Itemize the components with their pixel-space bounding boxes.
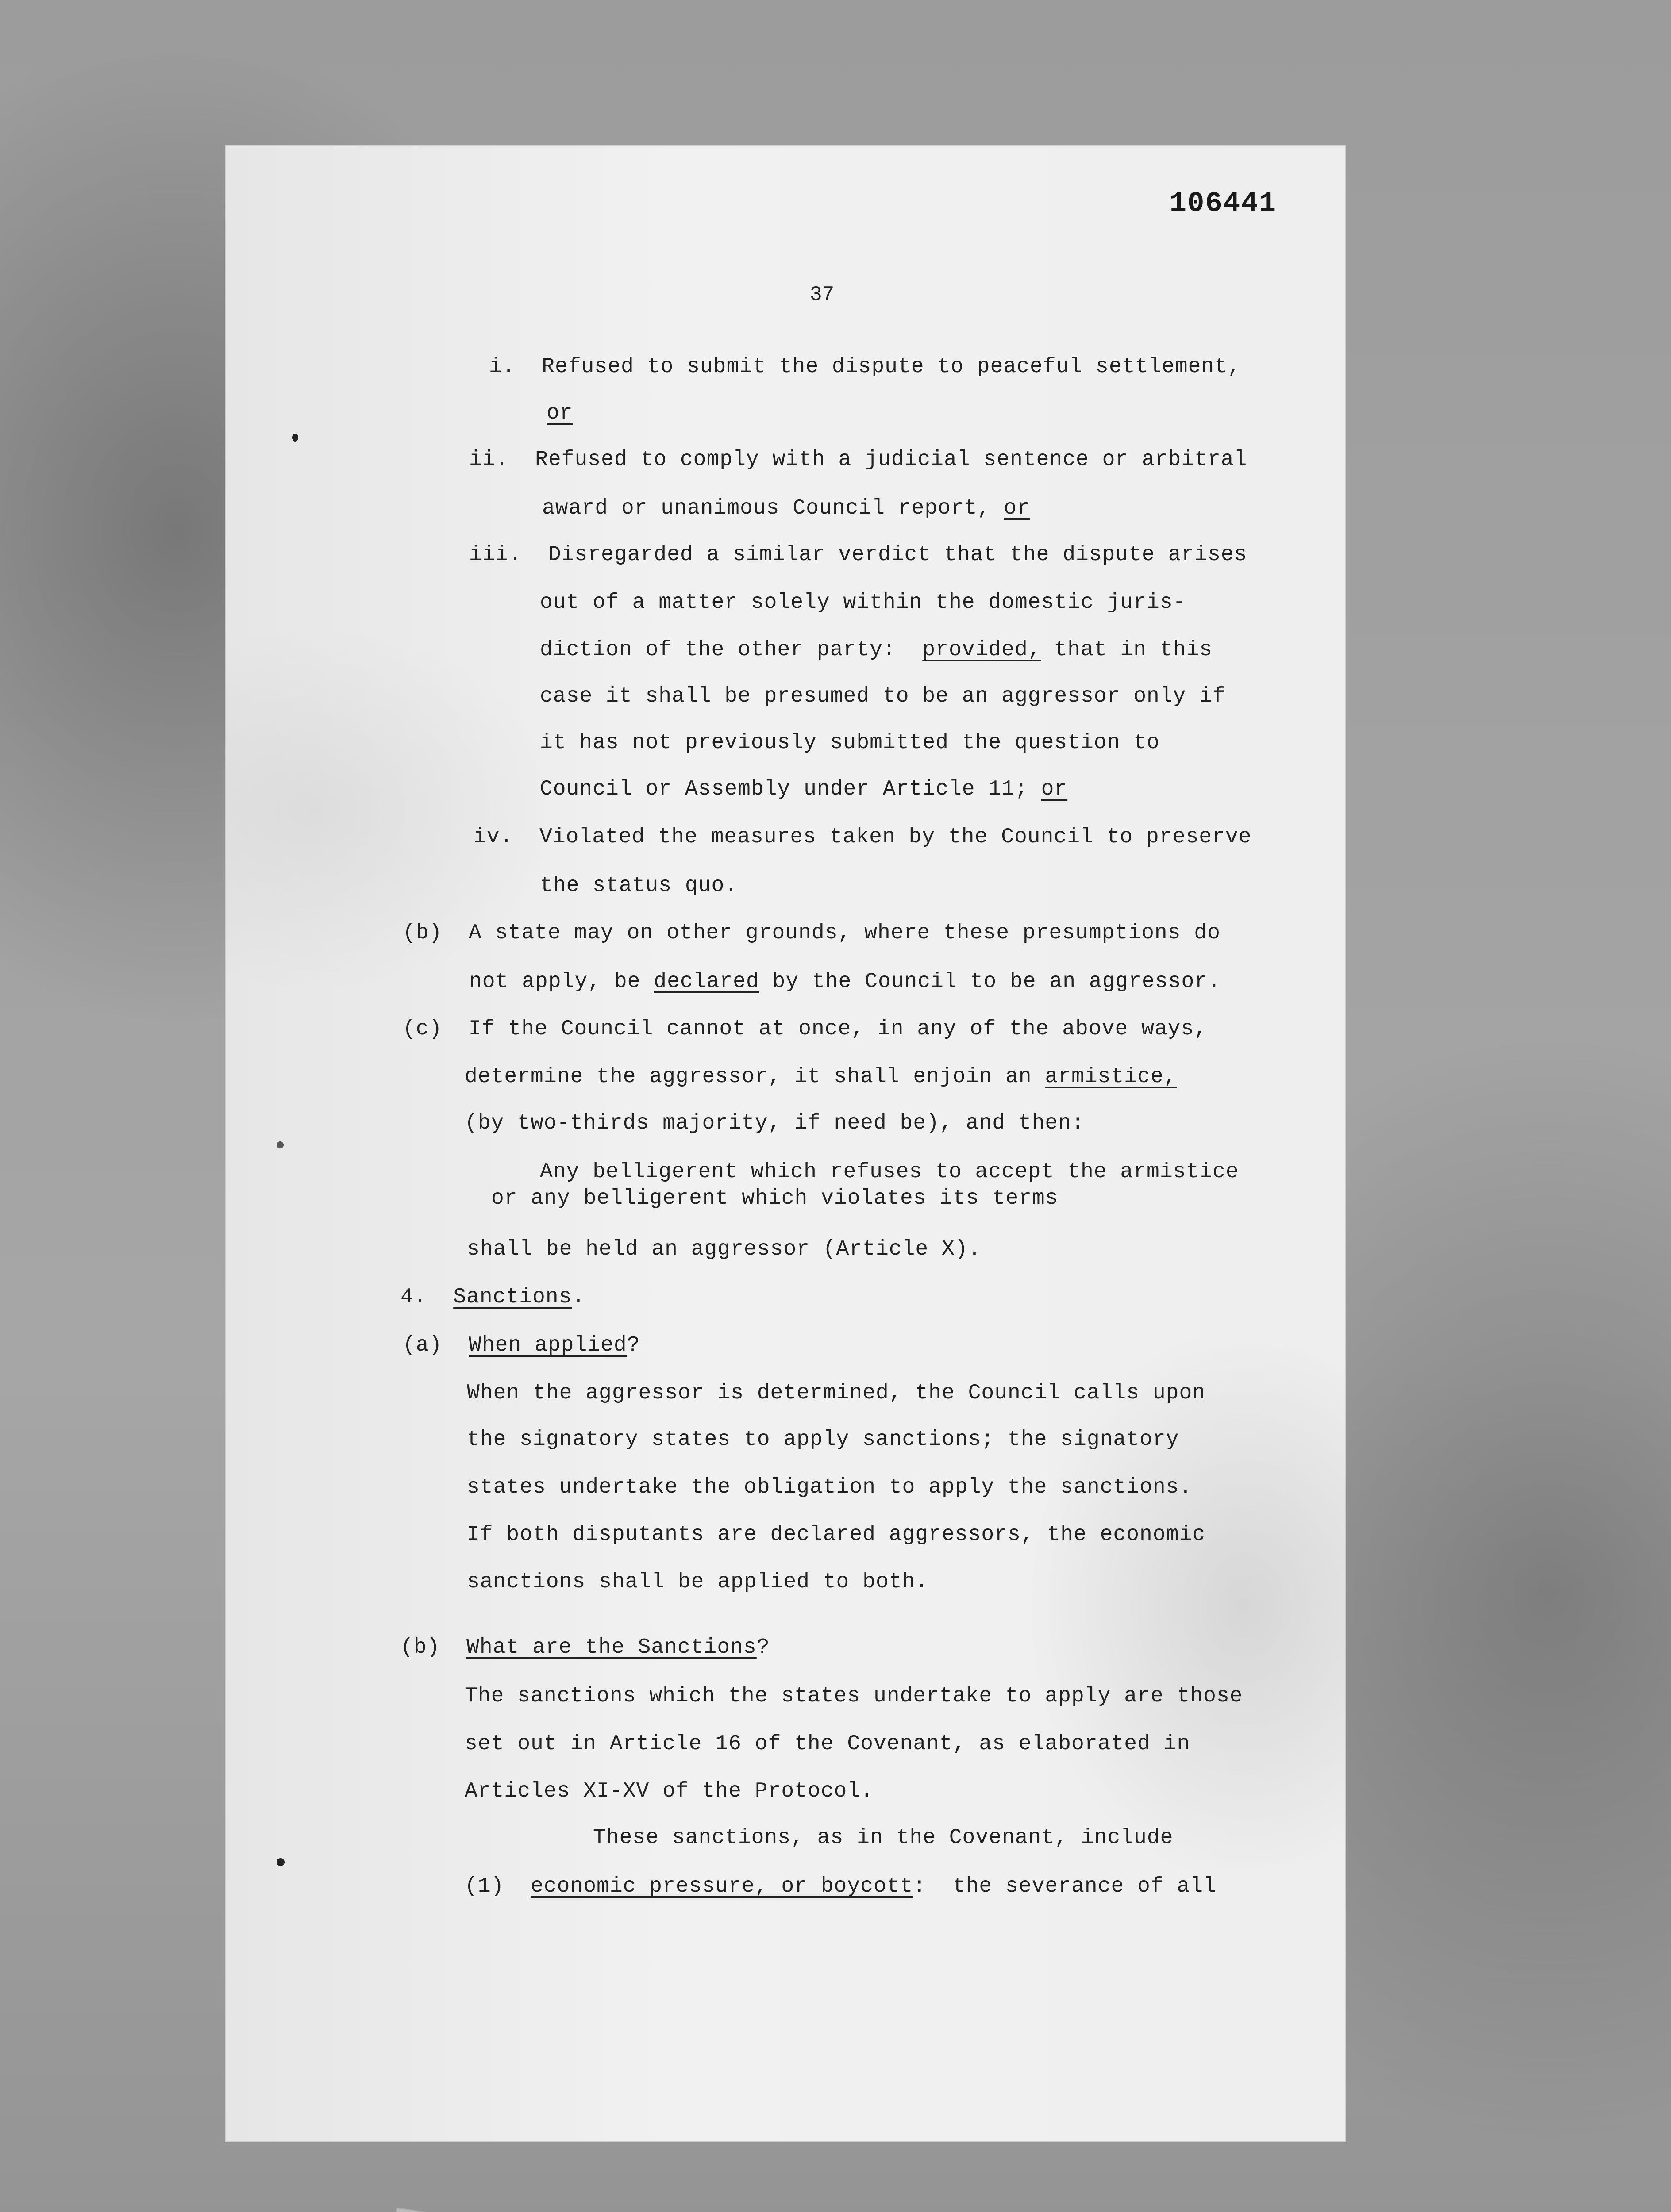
text-line (540, 592, 1186, 613)
underlined-text: declared (654, 970, 759, 994)
text-line (542, 498, 1030, 519)
underlined-text: When applied (469, 1333, 627, 1357)
text-segment: sanctions shall be applied to both. (467, 1570, 929, 1594)
text-line (467, 1239, 981, 1260)
text-segment: the signatory states to apply sanctions; the signatory (467, 1428, 1179, 1452)
text-line (474, 826, 1251, 848)
text-segment: the status quo. (540, 874, 738, 898)
text-segment: (c) If the Council cannot at once, in any of the above ways, (403, 1017, 1208, 1041)
text-line (593, 1827, 1173, 1848)
text-segment: iii. Disregarded a similar verdict that the dispute arises (469, 543, 1247, 567)
underlined-text: Sanctions (453, 1285, 572, 1309)
text-segment: that in this (1041, 638, 1213, 662)
text-segment: iv. Violated the measures taken by the Council to preserve (474, 825, 1252, 849)
text-segment: (b) A state may on other grounds, where these presumptions do (403, 921, 1221, 945)
text-line (540, 732, 1160, 753)
text-segment: or any belligerent which violates its terms (491, 1187, 1059, 1210)
text-segment: diction of the other party: (540, 638, 923, 662)
text-segment: not apply, be (469, 970, 654, 994)
document-page (226, 146, 1345, 2141)
text-line (469, 449, 1247, 470)
dust-spot (277, 1858, 285, 1866)
underlined-text: or (1004, 496, 1030, 520)
text-segment: i. Refused to submit the dispute to peaceful settlement, (489, 355, 1241, 379)
text-segment: When the aggressor is determined, the Council calls upon (467, 1381, 1206, 1405)
text-line (540, 875, 738, 896)
text-segment: out of a matter solely within the domestic juris- (540, 591, 1186, 614)
text-segment: case it shall be presumed to be an aggressor only if (540, 684, 1226, 708)
text-segment: ? (756, 1636, 770, 1659)
text-segment: it has not previously submitted the question to (540, 731, 1160, 755)
text-segment: If both disputants are declared aggressors, the economic (467, 1523, 1206, 1547)
text-line (465, 1686, 1243, 1707)
text-line (467, 1524, 1205, 1545)
text-line (540, 639, 1213, 661)
text-segment: Any belligerent which refuses to accept the armistice (540, 1160, 1239, 1184)
text-line (400, 1637, 770, 1658)
underlined-text: What are the Sanctions (466, 1636, 757, 1659)
text-line (465, 1781, 874, 1802)
text-segment: states undertake the obligation to apply the sanctions. (467, 1475, 1193, 1499)
page-number: 37 (810, 283, 835, 306)
text-line (403, 1335, 640, 1356)
text-segment: (by two-thirds majority, if need be), and then: (465, 1111, 1085, 1135)
text-segment: set out in Article 16 of the Covenant, as elaborated in (465, 1732, 1190, 1756)
underlined-text: provided, (922, 638, 1041, 662)
text-segment: (b) (400, 1636, 467, 1659)
text-segment: ? (627, 1333, 640, 1357)
text-line (467, 1382, 1205, 1404)
underlined-text: armistice, (1045, 1065, 1177, 1089)
text-line (469, 971, 1221, 992)
text-segment: (1) (465, 1874, 531, 1898)
text-segment: . (572, 1285, 585, 1309)
text-segment: by the Council to be an aggressor. (759, 970, 1221, 994)
text-line (540, 686, 1226, 707)
text-line (465, 1113, 1085, 1134)
underlined-text: economic pressure, or boycott (531, 1874, 913, 1898)
text-segment: (a) (403, 1333, 469, 1357)
dust-spot (292, 434, 298, 442)
underlined-text: or (1041, 777, 1068, 801)
text-line (489, 356, 1241, 377)
text-line (403, 922, 1221, 944)
reference-number: 106441 (1169, 188, 1277, 220)
text-segment: These sanctions, as in the Covenant, include (593, 1826, 1174, 1850)
dust-spot (277, 1141, 284, 1148)
text-line (465, 1733, 1190, 1755)
text-line (467, 1477, 1192, 1498)
text-line (467, 1429, 1179, 1450)
text-segment: ii. Refused to comply with a judicial sentence or arbitral (469, 448, 1247, 472)
text-line (469, 544, 1247, 565)
text-line (465, 1876, 1217, 1897)
text-line (465, 1066, 1177, 1087)
text-line (403, 1018, 1207, 1040)
text-line (540, 1161, 1239, 1183)
underlined-text: or (547, 401, 573, 425)
text-segment: : the severance of all (913, 1874, 1217, 1898)
text-segment: The sanctions which the states undertake to apply are those (465, 1684, 1243, 1708)
text-line (467, 1571, 928, 1593)
text-segment: Council or Assembly under Article 11; (540, 777, 1041, 801)
tape-left (384, 2208, 529, 2212)
text-segment: Articles XI-XV of the Protocol. (465, 1779, 874, 1803)
text-segment: shall be held an aggressor (Article X). (467, 1237, 982, 1261)
text-line (540, 779, 1067, 800)
text-segment: award or unanimous Council report, (542, 496, 1004, 520)
text-segment: 4. (400, 1285, 454, 1309)
text-line (400, 1286, 585, 1308)
text-line (491, 1188, 1059, 1209)
text-segment: determine the aggressor, it shall enjoin an (465, 1065, 1045, 1089)
text-line (547, 403, 573, 424)
